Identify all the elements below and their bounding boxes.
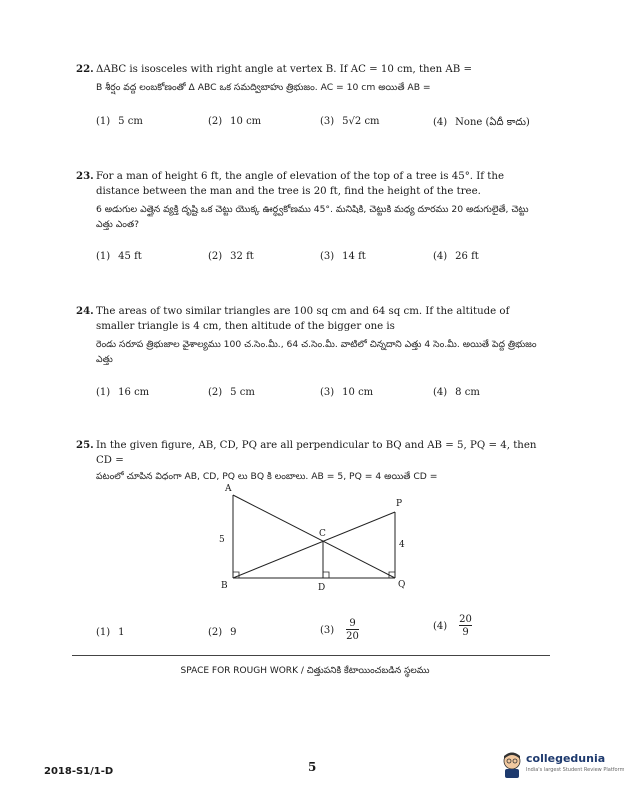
label-q: Q [398,580,406,590]
question-english: In the given figure, AB, CD, PQ are all perpendicular to BQ and AB = 5, PQ = 4, then CD = [96,440,537,466]
option[interactable]: (3) 5√2 cm [320,116,380,127]
brand-logo [498,749,624,783]
option[interactable]: (1) 5 cm [96,116,143,127]
right-angle-d [323,572,329,578]
question-22 [76,62,546,95]
question-telugu: 6 అడుగుల ఎత్తైన వ్యక్తి దృష్టి ఒక చెట్టు యొక్క ఊర్ధ్వకోణము 45°. మనిషికి, చెట్టుకి మధ్య దూరము 20 అడుగులైతే, చెట్టు ఎత్తు ఎంత? [96,204,529,230]
segment-aq [233,495,395,578]
paper-code: 2018-S1/1-D [44,766,114,777]
fraction: $\frac{9}{20}$ [346,618,359,642]
question-24 [76,304,546,367]
label-a: A [225,484,232,494]
length-ab: 5 [219,535,225,545]
option[interactable]: (2) 9 [208,627,237,638]
option[interactable]: (4) $\frac{20}{9}$ [433,614,472,638]
question-english: The areas of two similar triangles are 100 sq cm and 64 sq cm. If the altitude of smaller triangle is 4 cm, then altitude of the bigger one is [96,306,510,332]
question-number: 25. [76,439,94,451]
fraction: $\frac{20}{9}$ [459,614,472,638]
length-pq: 4 [399,540,405,550]
label-b: B [221,581,228,591]
segment-pb [233,512,395,578]
option[interactable]: (1) 1 [96,627,125,638]
option[interactable]: (2) 5 cm [208,387,255,398]
question-23 [76,169,546,232]
page-number: 5 [308,760,317,774]
mascot-icon [500,751,524,779]
question-number: 23. [76,170,94,182]
option[interactable]: (4) None (ఏదీ కాదు) [433,117,530,128]
divider [72,655,550,656]
question-number: 24. [76,305,94,317]
question-english: ΔABC is isosceles with right angle at vertex B. If AC = 10 cm, then AB = [96,64,473,75]
question-25 [76,438,546,484]
rough-work-label: SPACE FOR ROUGH WORK / చిత్తుపనికి కేటాయించబడిన స్థలము [180,666,430,676]
option[interactable]: (1) 16 cm [96,387,150,398]
brand-name: collegedunia [526,752,606,765]
option[interactable]: (3) 14 ft [320,251,366,262]
option[interactable]: (1) 45 ft [96,251,142,262]
question-english: For a man of height 6 ft, the angle of elevation of the top of a tree is 45°. If the distance between the man and the tree is 20 ft, find the height of the tree. [96,171,504,197]
option[interactable]: (2) 32 ft [208,251,254,262]
option[interactable]: (3) 10 cm [320,387,374,398]
label-c: C [319,529,326,539]
question-number: 22. [76,63,94,75]
question-telugu: పటంలో చూపిన విధంగా AB, CD, PQ లు BQ కి లంబాలు. AB = 5, PQ = 4 అయితే CD = [96,471,438,482]
option[interactable]: (2) 10 cm [208,116,262,127]
label-d: D [318,583,326,593]
geometry-figure [195,480,435,600]
question-telugu: రెండు సరూప త్రిభుజాల వైశాల్యము 100 చ.సెం.మీ., 64 చ.సెం.మీ. వాటిలో చిన్నదాని ఎత్తు 4 సెం.మీ. అయితే పెద్ద త్రిభుజం ఎత్తు [96,339,537,365]
option[interactable]: (3) $\frac{9}{20}$ [320,618,359,642]
label-p: P [396,499,403,509]
question-telugu: B శీర్షం వద్ద లంబకోణంతో Δ ABC ఒక సమద్విబాహు త్రిభుజం. AC = 10 cm అయితే AB = [96,82,431,93]
brand-tagline: India's largest Student Review Platform [526,767,624,773]
option[interactable]: (4) 26 ft [433,251,479,262]
option[interactable]: (4) 8 cm [433,387,480,398]
